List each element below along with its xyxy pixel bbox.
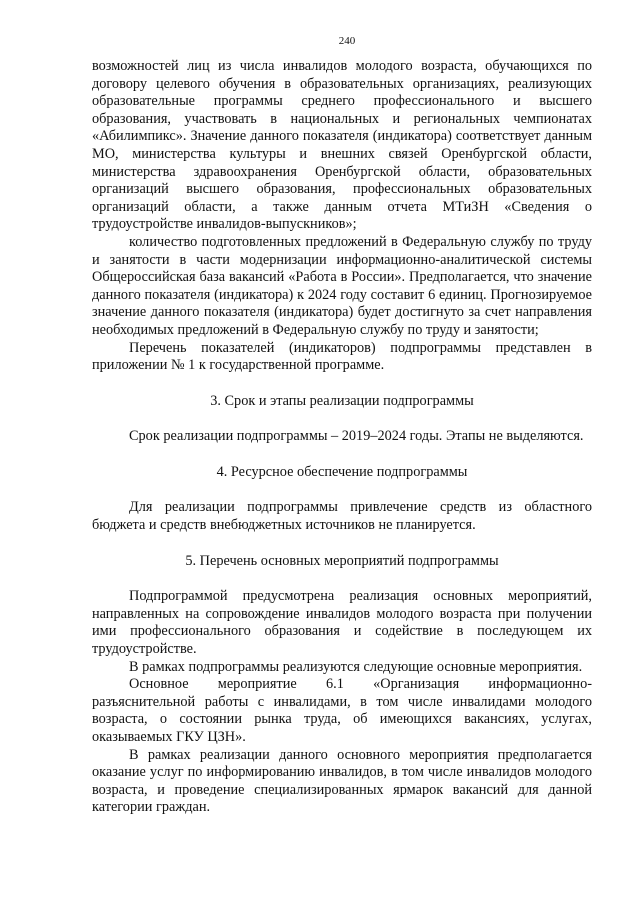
section-5-paragraph-4: В рамках реализации данного основного мероприятия предполагается оказание услуг по информированию инвалидов, в том числе инвалидов молодого возраста, и проведение специализированных ярмарок вакансий для данной категории граждан.	[92, 746, 592, 816]
section-5-paragraph-1: Подпрограммой предусмотрена реализация основных мероприятий, направленных на сопровождение инвалидов молодого возраста при получении ими профессионального образования и содействие в последующем их трудоустройстве.	[92, 588, 592, 658]
paragraph-indicator-proposals: количество подготовленных предложений в Федеральную службу по труду и занятости в части модернизации информационно-аналитической системы Общероссийская база вакансий «Работа в России». Предполагается, что значение данного показателя (индикатора) к 2024 году составит 6 единиц. Прогнозируемое значение данного показателя (индикатора) будет достигнуто за счет направления необходимых предложений в Федеральную службу по труду и занятости;	[92, 233, 592, 338]
section-4-heading: 4. Ресурсное обеспечение подпрограммы	[216, 463, 468, 480]
section-3-text: Срок реализации подпрограммы – 2019–2024 годы. Этапы не выделяются.	[129, 428, 584, 445]
section-3-heading: 3. Срок и этапы реализации подпрограммы	[210, 392, 474, 409]
section-5-paragraph-2: В рамках подпрограммы реализуются следующие основные мероприятия.	[129, 658, 583, 675]
section-5-heading: 5. Перечень основных мероприятий подпрограммы	[185, 552, 499, 569]
page-number: 240	[338, 35, 356, 47]
section-5-paragraph-3: Основное мероприятие 6.1 «Организация информационно-разъяснительной работы с инвалидами, в том числе инвалидами молодого возраста, о состоянии рынка труда, об имеющихся вакансиях, услугах, оказываемых ГКУ ЦЗН».	[92, 676, 592, 745]
paragraph-indicators-list: Перечень показателей (индикаторов) подпрограммы представлен в приложении № 1 к государственной программе.	[92, 339, 592, 374]
section-4-text: Для реализации подпрограммы привлечение средств из областного бюджета и средств внебюджетных источников не планируется.	[92, 499, 592, 534]
paragraph-indicator-abilympics: возможностей лиц из числа инвалидов молодого возраста, обучающихся по договору целевого обучения в образовательных организациях, реализующих образовательные программы среднего профессионального и высшего образования, участвовать в национальных и региональных чемпионатах «Абилимпикс». Значение данного показателя (индикатора) соответствует данным МО, министерства культуры и внешних связей Оренбургской области, министерства здравоохранения Оренбургской области, образовательных организаций высшего образования, профессиональных образовательных организаций области, а также данным отчета МТиЗН «Сведения о трудоустройстве инвалидов-выпускников»;	[92, 58, 592, 233]
